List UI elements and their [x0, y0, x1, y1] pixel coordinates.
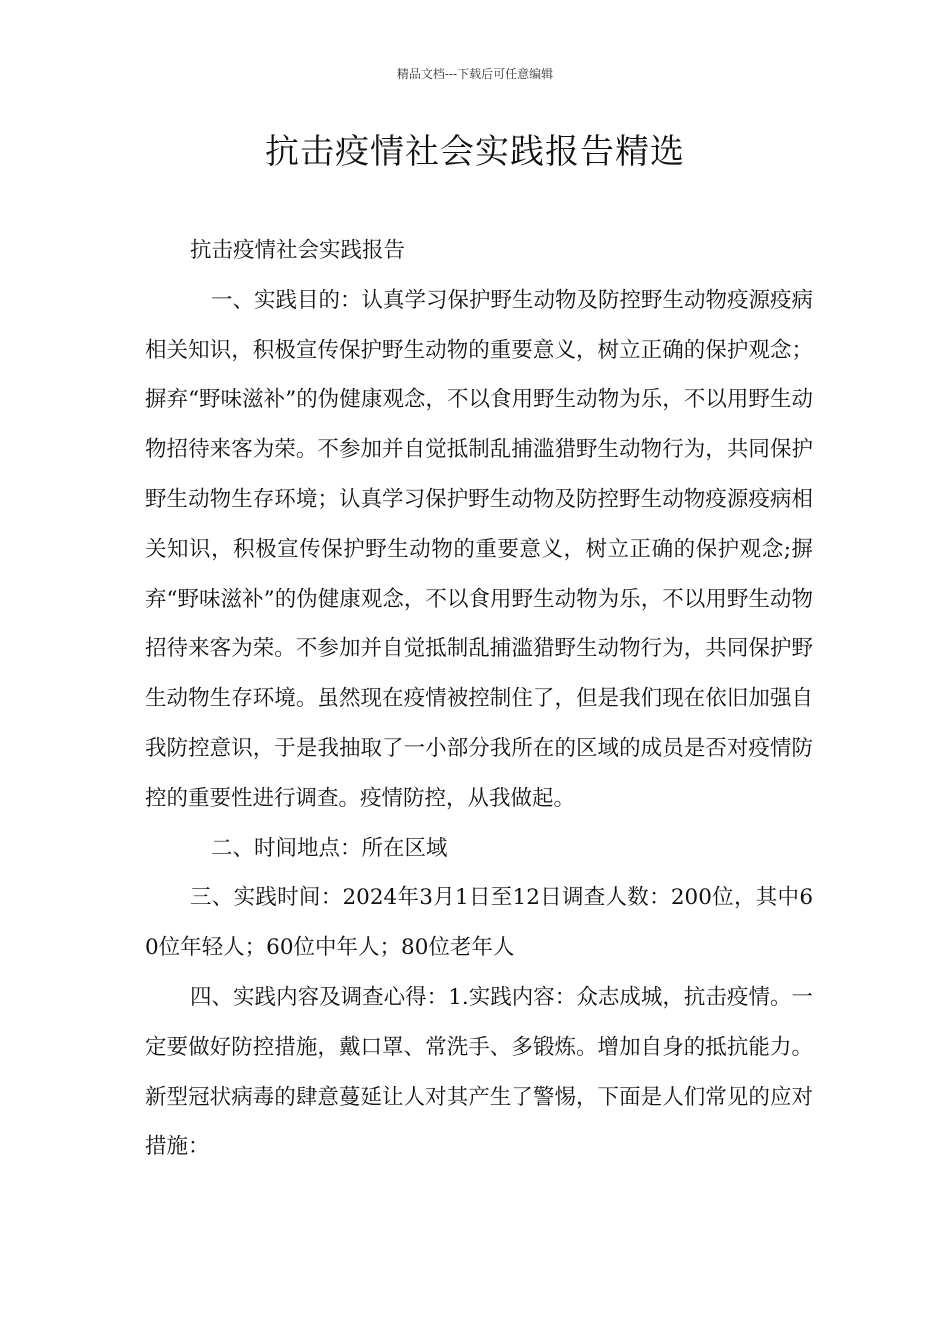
paragraph-subtitle: 抗击疫情社会实践报告 — [190, 238, 406, 263]
paragraph-content: 四、实践内容及调查心得：1.实践内容：众志成城，抗击疫情。一定要做好防控措施，戴口罩、常洗手、多锻炼。增加自身的抵抗能力。新型冠状病毒的肆意蔓延让人对其产生了警惕，下面是人们常见的应对措施： — [145, 984, 813, 1160]
document-title: 抗击疫情社会实践报告精选 — [265, 132, 685, 172]
document-body — [145, 226, 813, 1172]
paragraph-location: 二、时间地点：所在区域 — [211, 835, 448, 861]
paragraph-purpose: 一、实践目的：认真学习保护野生动物及防控野生动物疫源疫病相关知识，积极宣传保护野生动物的重要意义，树立正确的保护观念；摒弃“野味滋补”的伪健康观念，不以食用野生动物为乐，不以用野生动物招待来客为荣。不参加并自觉抵制乱捕滥猎野生动物行为，共同保护野生动物生存环境；认真学习保护野生动物及防控野生动物疫源疫病相关知识，积极宣传保护野生动物的重要意义，树立正确的保护观念;摒弃“野味滋补”的伪健康观念，不以食用野生动物为乐，不以用野生动物招待来客为荣。不参加并自觉抵制乱捕滥猎野生动物行为，共同保护野生动物生存环境。虽然现在疫情被控制住了，但是我们现在依旧加强自我防控意识，于是我抽取了一小部分我所在的区域的成员是否对疫情防控的重要性进行调查。疫情防控，从我做起。 — [145, 287, 814, 811]
paragraph-time: 三、实践时间：2024年3月1日至12日调查人数：200位，其中60位年轻人；60位中年人；80位老年人 — [145, 885, 813, 961]
header-note: 精品文档---下载后可任意编辑 — [396, 67, 554, 81]
